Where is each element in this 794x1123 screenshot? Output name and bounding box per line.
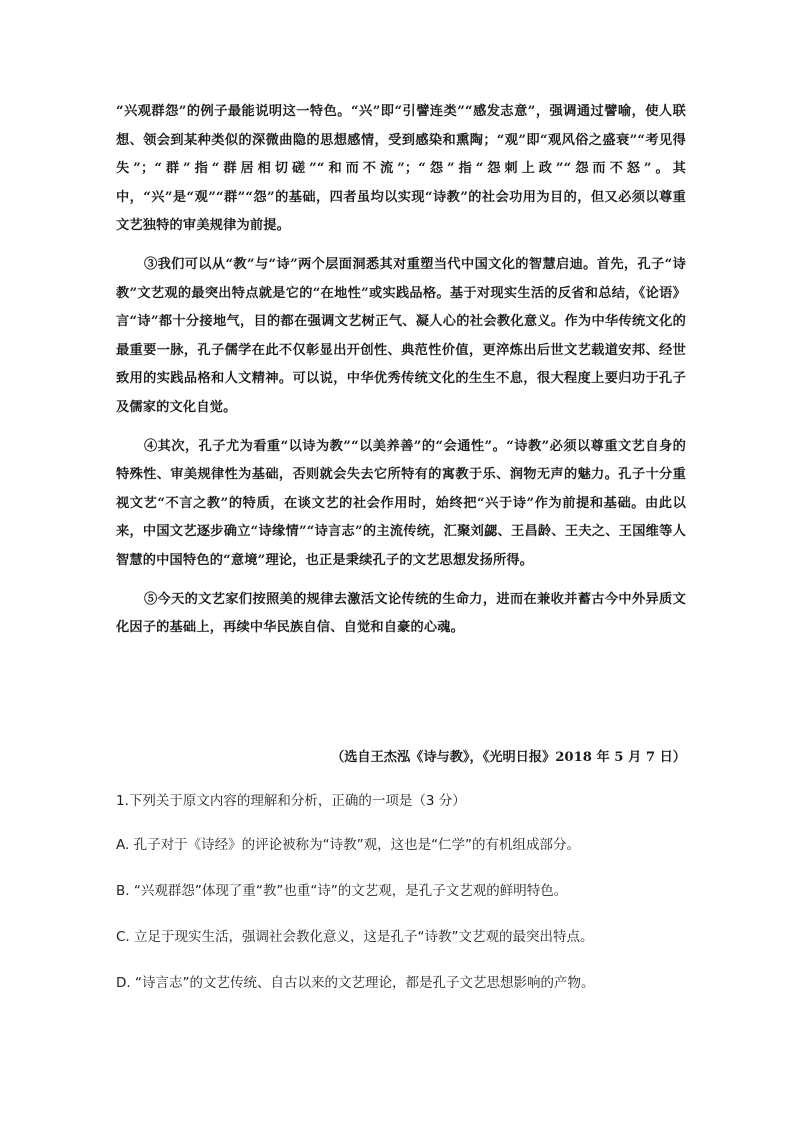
paragraph-4: ④其次，孔子尤为看重“以诗为教”“以美养善”的“会通性”。“诗教”必须以尊重文艺自身的特殊性、审美规律性为基础，否则就会失去它所特有的寓教于乐、润物无声的魅力。孔子十分重视文艺“不言之教”的特质，在谈文艺的社会作用时，始终把“兴于诗”作为前提和基础。由此以来，中国文艺逐步确立“诗缘情”“诗言志”的主流传统，汇聚刘勰、王昌龄、王夫之、王国维等人智慧的中国特色的“意境”理论，也正是秉续孔子的文艺思想发扬所得。 — [116, 438, 686, 568]
paragraph-2-continued: “兴观群怨”的例子最能说明这一特色。“兴”即“引譬连类”“感发志意”，强调通过譬喻，使人联想、领会到某种类似的深微曲隐的思想感情，受到感染和熏陶；“观”即“观风俗之盛衰”“考见得失”；“群”指“群居相切磋”“和而不流”；“怨”指“怨刺上政”“怨而不怒”。其中，“兴”是“观”“群”“怨”的基础，四者虽均以实现“诗教”的社会功用为目的，但又必须以尊重文艺独特的审美规律为前提。 — [116, 104, 686, 234]
reading-passage — [116, 98, 686, 653]
question-stem: 1.下列关于原文内容的理解和分析，正确的一项是（3 分） — [116, 793, 466, 809]
paragraph-3: ③我们可以从“教”与“诗”两个层面洞悉其对重塑当代中国文化的智慧启迪。首先，孔子“诗教”文艺观的最突出特点就是它的“在地性”或实践品格。基于对现实生活的反省和总结，《论语》言“诗”都十分接地气，目的都在强调文艺树正气、凝人心的社会教化意义。作为中华传统文化的最重要一脉，孔子儒学在此不仅彰显出开创性、典范性价值，更淬炼出后世文艺载道安邦、经世致用的实践品格和人文精神。可以说，中华优秀传统文化的生生不息，很大程度上要归功于孔子及儒家的文化自觉。 — [116, 256, 686, 415]
option-c: C. 立足于现实生活，强调社会教化意义，这是孔子“诗教”文艺观的最突出特点。 — [116, 929, 594, 945]
paragraph-5: ⑤今天的文艺家们按照美的规律去激活文论传统的生命力，进而在兼收并蓄古今中外异质文化因子的基础上，再续中华民族自信、自觉和自豪的心魂。 — [116, 591, 686, 636]
option-d: D. “诗言志”的文艺传统、自古以来的文艺理论，都是孔子文艺思想影响的产物。 — [116, 975, 595, 991]
question-1 — [116, 790, 696, 1018]
option-b: B. “兴观群怨”体现了重“教”也重“诗”的文艺观，是孔子文艺观的鲜明特色。 — [116, 883, 568, 899]
source-citation: （选自王杰泓《诗与教》，《光明日报》2018 年 5 月 7 日） — [331, 750, 686, 765]
option-a: A. 孔子对于《诗经》的评论被称为“诗教”观，这也是“仁学”的有机组成部分。 — [116, 837, 581, 853]
